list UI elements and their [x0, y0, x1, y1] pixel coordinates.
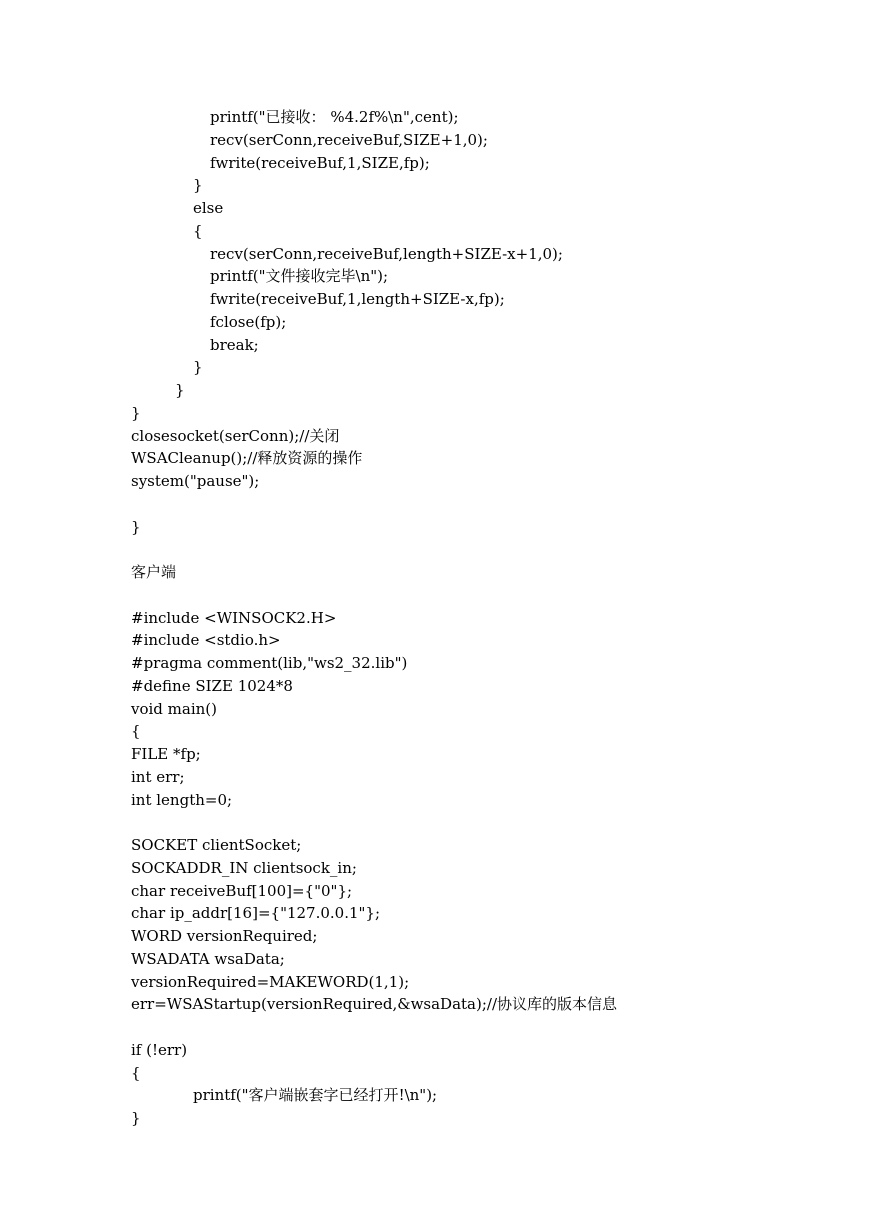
code-line: recv(serConn,receiveBuf,SIZE+1,0);: [210, 130, 488, 149]
code-line: FILE *fp;: [131, 745, 201, 763]
code-line: err=WSAStartup(versionRequired,&wsaData);//协议库的版本信息: [131, 995, 618, 1014]
code-line: if (!err): [131, 1040, 188, 1059]
code-line: void main(): [131, 699, 218, 718]
code-listing: [131, 106, 617, 1130]
code-line: {: [193, 221, 203, 240]
code-line: #define SIZE 1024*8: [131, 676, 293, 695]
code-line: recv(serConn,receiveBuf,length+SIZE-x+1,0);: [210, 244, 563, 263]
code-line: 客户端: [131, 563, 177, 581]
code-line: int length=0;: [131, 790, 233, 809]
code-line: }: [131, 403, 141, 422]
code-line: SOCKADDR_IN clientsock_in;: [131, 858, 357, 877]
code-line: WSADATA wsaData;: [131, 949, 285, 968]
code-line: WSACleanup();//释放资源的操作: [131, 449, 363, 468]
code-line: char receiveBuf[100]={"0"};: [131, 881, 353, 900]
code-line: printf("已接收： %4.2f%\n",cent);: [210, 108, 459, 126]
code-line: #pragma comment(lib,"ws2_32.lib"): [131, 654, 408, 672]
code-line: {: [131, 722, 141, 741]
blank-line: [131, 584, 617, 607]
code-line: printf("客户端嵌套字已经打开!\n");: [193, 1086, 438, 1105]
code-line: {: [131, 1063, 141, 1082]
blank-line: [131, 493, 617, 516]
code-line: SOCKET clientSocket;: [131, 836, 302, 854]
blank-line: [131, 1016, 617, 1039]
code-line: }: [175, 381, 185, 399]
code-line: }: [193, 358, 203, 377]
code-line: #include <stdio.h>: [131, 631, 281, 650]
code-line: }: [131, 1109, 141, 1127]
code-line: else: [193, 199, 224, 217]
code-line: break;: [210, 335, 259, 354]
blank-line: [131, 811, 617, 834]
code-line: char ip_addr[16]={"127.0.0.1"};: [131, 904, 381, 923]
code-line: #include <WINSOCK2.H>: [131, 608, 337, 627]
code-line: fwrite(receiveBuf,1,length+SIZE-x,fp);: [210, 290, 505, 308]
code-line: }: [131, 517, 141, 536]
code-line: fclose(fp);: [210, 312, 287, 331]
code-line: system("pause");: [131, 472, 260, 490]
code-line: printf("文件接收完毕\n");: [210, 267, 389, 286]
code-line: versionRequired=MAKEWORD(1,1);: [131, 972, 410, 991]
code-line: int err;: [131, 767, 185, 786]
code-line: closesocket(serConn);//关闭: [131, 426, 340, 445]
code-line: WORD versionRequired;: [131, 927, 318, 945]
code-line: fwrite(receiveBuf,1,SIZE,fp);: [210, 153, 430, 172]
code-line: }: [193, 176, 203, 195]
blank-line: [131, 538, 617, 561]
